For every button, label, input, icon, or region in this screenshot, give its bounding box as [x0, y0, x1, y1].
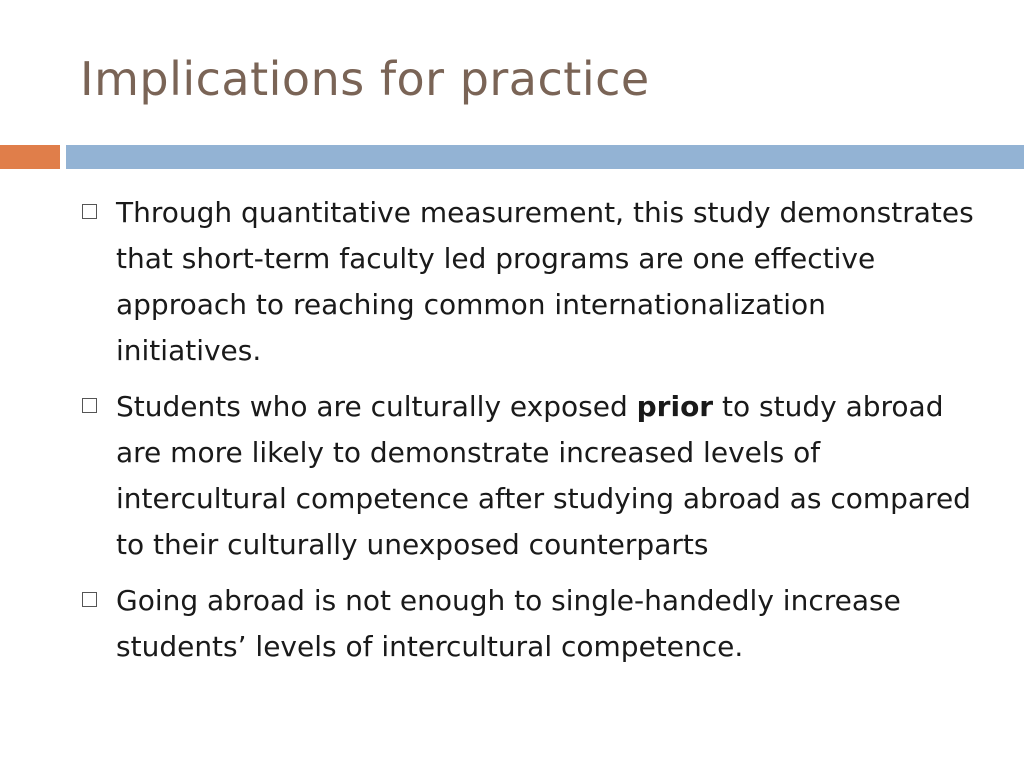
square-bullet-icon — [82, 592, 97, 607]
square-bullet-icon — [82, 398, 97, 413]
bullet-text-emphasis: prior — [636, 390, 714, 423]
bullet-list — [80, 190, 980, 680]
slide-title: Implications for practice — [80, 52, 650, 106]
bullet-text: Through quantitative measurement, this study demonstrates that short-term faculty led programs are one effective approach to reaching common internationalization initiatives. — [116, 196, 974, 367]
bullet-item — [80, 190, 980, 374]
bullet-text-part: Students who are culturally exposed — [116, 390, 637, 423]
bullet-item — [80, 578, 980, 670]
bullet-item — [80, 384, 980, 568]
accent-bar-blue — [66, 145, 1024, 169]
bullet-text-part: to study abroad are more likely to demonstrate increased levels of intercultural competence after studying abroad as compared to their culturally unexposed counterparts — [116, 390, 971, 561]
accent-bar-orange — [0, 145, 60, 169]
bullet-text: Going abroad is not enough to single-handedly increase students’ levels of intercultural competence. — [116, 584, 901, 663]
square-bullet-icon — [82, 204, 97, 219]
